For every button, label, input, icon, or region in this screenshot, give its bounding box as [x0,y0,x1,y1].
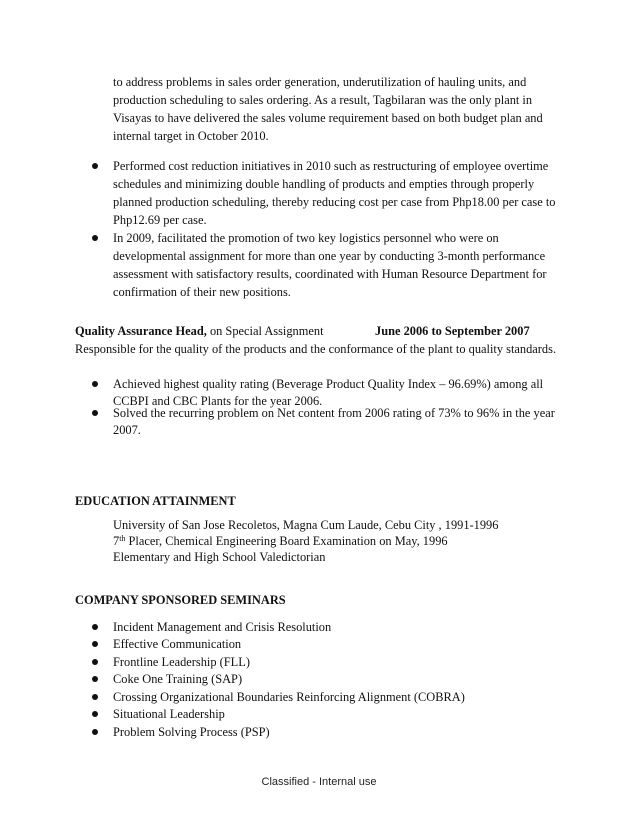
position-title: Quality Assurance Head, [75,324,207,338]
text-line: Performed cost reduction initiatives in 2010 such as restructuring of employee overtime [113,159,549,173]
text-line: CCBPI and CBC Plants for the year 2006. [113,394,323,408]
footer-classification: Classified - Internal use [261,776,377,788]
seminar-item: Coke One Training (SAP) [113,672,243,686]
position-assignment: on Special Assignment [206,324,324,338]
bullet-icon [92,641,98,647]
text-line: schedules and minimizing double handling of products and empties through properly [113,177,535,191]
bullet-icon [92,676,98,682]
position-dates: June 2006 to September 2007 [375,324,530,338]
text-line: planned production scheduling, thereby reducing cost per case from Php18.00 per case to [113,195,556,209]
text-line: assessment with satisfactory results, coordinated with Human Resource Department for [113,267,547,281]
text-line: Php12.69 per case. [113,213,207,227]
text-line: production scheduling to sales ordering. As a result, Tagbilaran was the only plant in [113,93,533,107]
text-line: internal target in October 2010. [113,129,269,143]
bullet-icon [92,381,98,387]
placer-number: 7 [113,534,120,548]
placer-suffix: th [119,534,126,543]
bullet-icon [92,729,98,735]
text-line: to address problems in sales order generation, underutilization of hauling units, and [113,75,527,89]
seminar-item: Problem Solving Process (PSP) [113,725,270,739]
bullet-icon [92,410,98,416]
text-line: developmental assignment for more than one year by conducting 3-month performance [113,249,546,263]
text-line: Visayas to have delivered the sales volume requirement based on both budget plan and [113,111,543,125]
seminar-item: Crossing Organizational Boundaries Reinforcing Alignment (COBRA) [113,690,465,704]
text-line: In 2009, facilitated the promotion of two key logistics personnel who were on [113,231,499,245]
seminar-item: Incident Management and Crisis Resolution [113,620,332,634]
bullet-icon [92,163,98,169]
seminar-item: Situational Leadership [113,707,225,721]
bullet-icon [92,624,98,630]
text-line: confirmation of their new positions. [113,285,291,299]
placer-text: Placer, Chemical Engineering Board Examination on May, 1996 [125,534,448,548]
education-heading: EDUCATION ATTAINMENT [75,494,236,508]
education-valedictorian: Elementary and High School Valedictorian [113,550,326,564]
education-school: University of San Jose Recoletos, Magna Cum Laude, Cebu City , 1991-1996 [113,518,499,532]
text-line: 2007. [113,423,141,437]
seminars-heading: COMPANY SPONSORED SEMINARS [75,593,286,607]
bullet-icon [92,235,98,241]
bullet-icon [92,659,98,665]
bullet-icon [92,711,98,717]
text-line: Achieved highest quality rating (Beverage Product Quality Index – 96.69%) among all [113,377,544,391]
position-description: Responsible for the quality of the products and the conformance of the plant to quality standards. [75,342,557,356]
position-header [75,322,324,340]
bullet-icon [92,694,98,700]
seminar-item: Effective Communication [113,637,242,651]
text-line: Solved the recurring problem on Net content from 2006 rating of 73% to 96% in the year [113,406,555,420]
seminar-item: Frontline Leadership (FLL) [113,655,250,669]
